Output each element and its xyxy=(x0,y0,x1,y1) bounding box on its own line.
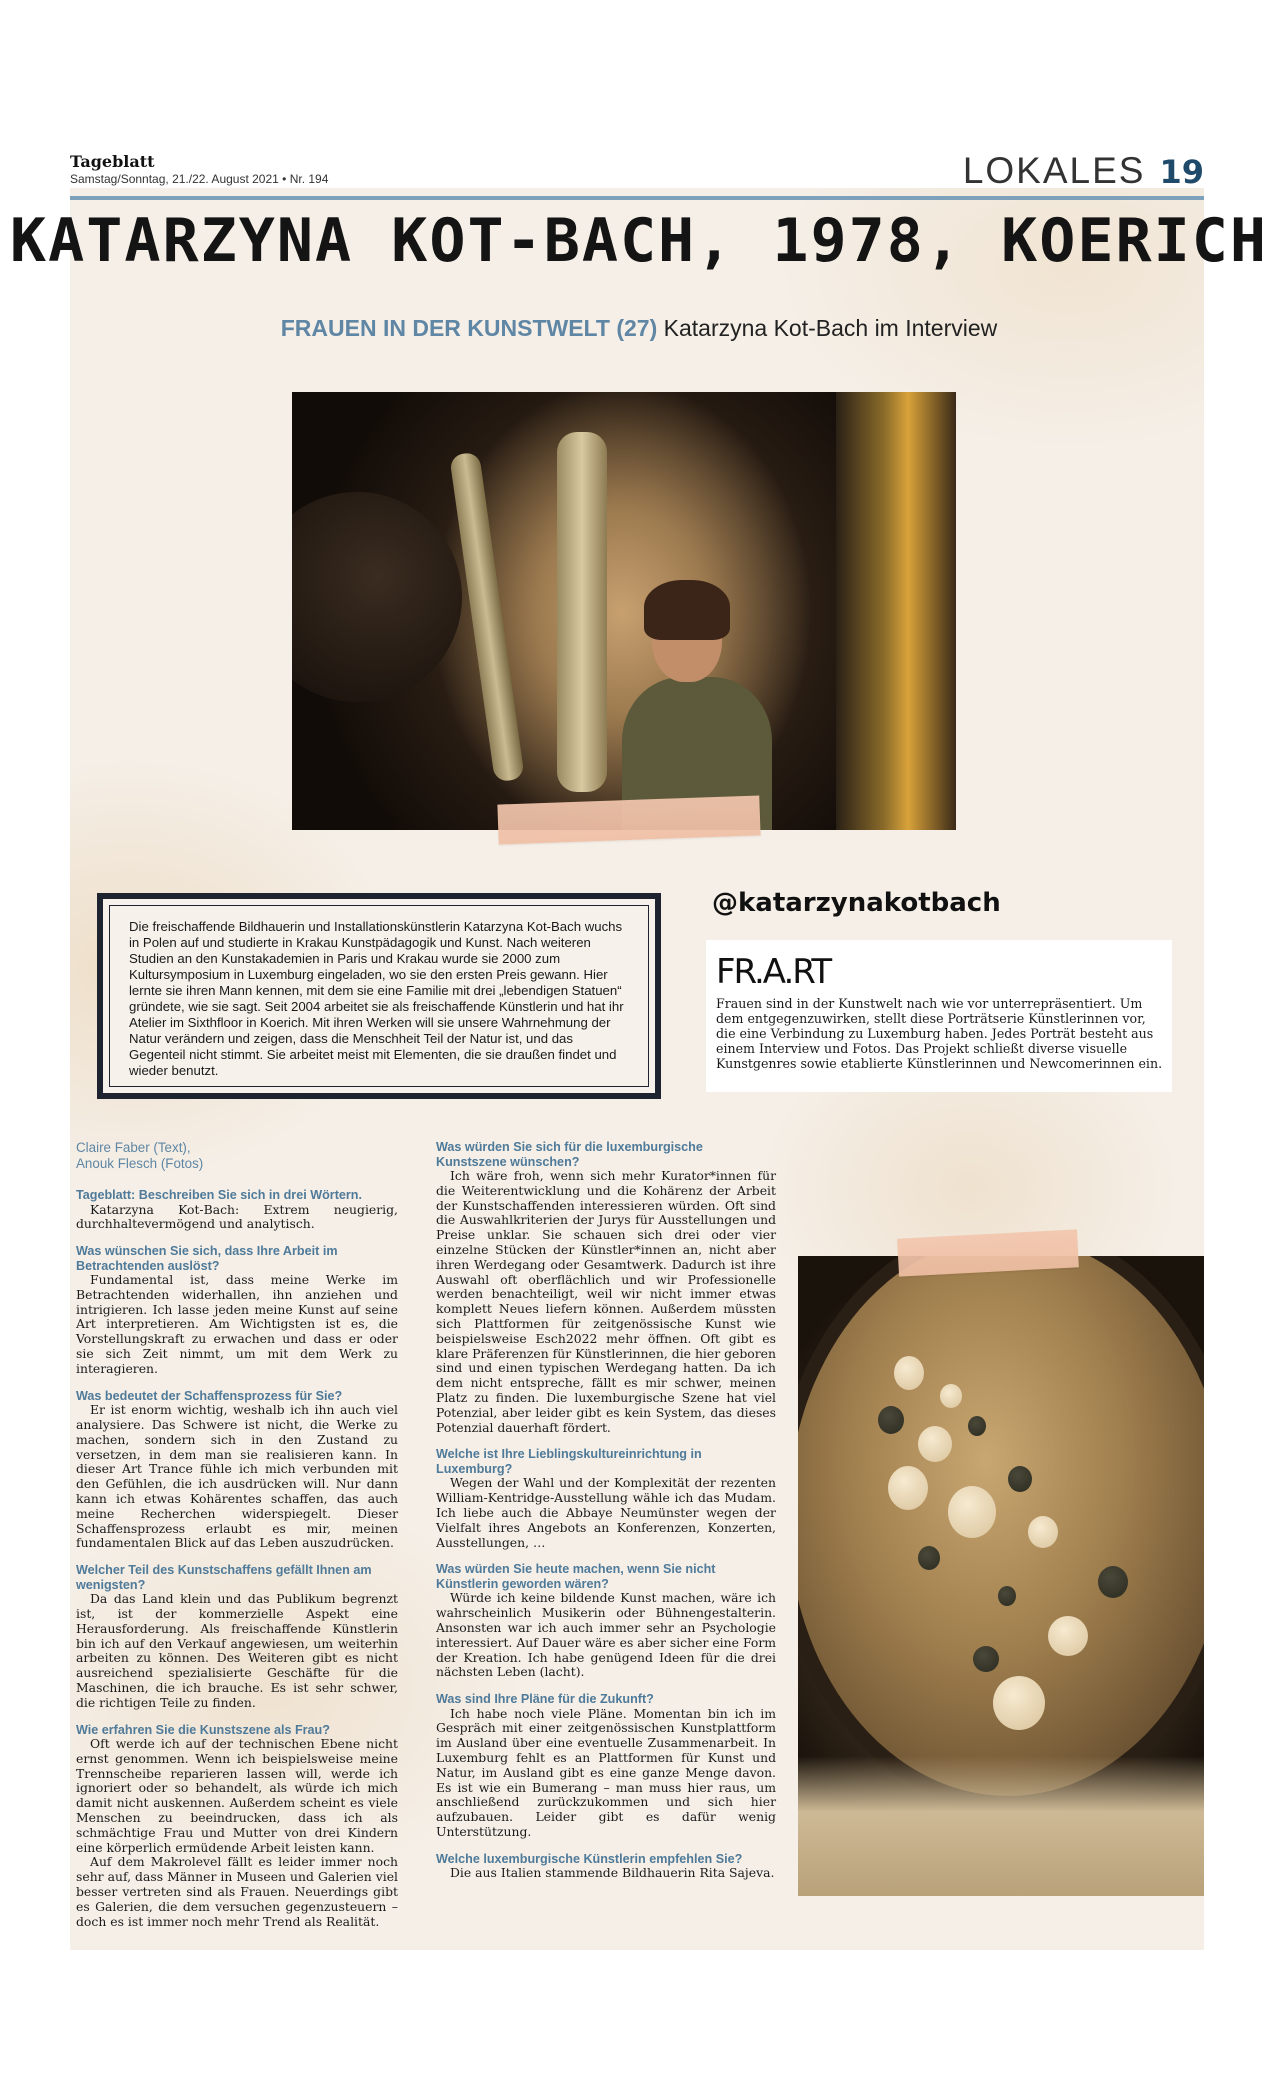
artwork-circle xyxy=(1098,1566,1128,1598)
frart-title: FR.A.RT xyxy=(716,952,831,992)
subhead-text: Katarzyna Kot-Bach im Interview xyxy=(657,315,998,341)
question: Tageblatt: Beschreiben Sie sich in drei Wörtern. xyxy=(76,1188,362,1202)
artwork-circle xyxy=(993,1676,1045,1730)
artwork-circle xyxy=(918,1426,952,1462)
artwork-circle xyxy=(968,1416,986,1436)
issue-date: Samstag/Sonntag, 21./22. August 2021 • Nr. 194 xyxy=(70,172,329,186)
photo-shape xyxy=(644,580,730,640)
photo-shape xyxy=(292,492,462,702)
social-handle: @katarzynakotbach xyxy=(712,888,1001,918)
artwork-detail-photo xyxy=(798,1256,1204,1896)
masthead xyxy=(70,152,328,186)
newspaper-name: Tageblatt xyxy=(70,152,155,171)
answer: Katarzyna Kot-Bach: Extrem neugierig, durchhaltevermögend und analytisch. xyxy=(76,1201,398,1232)
answer: Da das Land klein und das Publikum begrenzt ist, ist der kommerzielle Aspekt eine Herausforderung. Als freischaffende Künstlerin bin ich auf den Verkauf angewiesen, um weiterhin arbeiten zu können. Des Weiteren gibt es nicht ausreichend spezialisierte Geschäfte für die Maschinen, die ich brauche. Es ist sehr schwer, die richtigen Teile zu finden. xyxy=(76,1591,398,1710)
answer: Ich wäre froh, wenn sich mehr Kurator*innen für die Weiterentwicklung und die Kohärenz der Arbeit der Kunstschaffenden interessieren würden. Oft sind die Auswahlkriterien der Jurys für Ausstellungen und Preise unklar. Sie schauen sich drei oder vier einzelne Stücken der Künstler*innen an, nicht aber ihren Werdegang oder Gesamtwerk. Dadurch ist ihre Auswahl oft oberflächlich und wir Professionelle werden benachteiligt, weil wir nicht immer etwas komplett Neues liefern können. Außerdem müssten sich Plattformen für zeitgenössische Kunst wie beispielsweise Esch2022 mehr öffnen. Oft gibt es klare Präferenzen für Künstlerinnen, die hier geboren sind und einen typischen Werdegang hatten. Da ich dem nicht entspreche, fällt es mir schwer, meinen Platz zu finden. Die luxemburgische Szene hat viel Potenzial, aber leider gibt es kein System, das dieses Potenzial dauerhaft fördert. xyxy=(436,1168,776,1435)
question: Was würden Sie heute machen, wenn Sie nicht Künstlerin geworden wären? xyxy=(436,1562,716,1591)
answer: Wegen der Wahl und der Komplexität der rezenten William-Kentridge-Ausstellung wähle ich das Mudam. Ich liebe auch die Abbaye Neumünster wegen der Vielfalt ihres Angebots an Konferenzen, Konzerten, Ausstellungen, … xyxy=(436,1475,776,1550)
question: Wie erfahren Sie die Kunstszene als Frau? xyxy=(76,1722,330,1737)
answer: Oft werde ich auf der technischen Ebene nicht ernst genommen. Wenn ich beispielsweise meine Trennscheibe reparieren lassen will, werde ich ignoriert oder so behandelt, als würde ich mich damit nicht auskennen. Außerdem scheint es viele Menschen zu beeindrucken, dass ich als schmächtige Frau und Mutter von drei Kindern eine körperlich ermüdende Arbeit leisten kann. xyxy=(76,1736,398,1855)
series-kicker: FRAUEN IN DER KUNSTWELT (27) xyxy=(280,315,658,341)
answer: Er ist enorm wichtig, weshalb ich ihn auch viel analysiere. Das Schwere ist nicht, die Werke zu machen, sondern sich in den Zustand zu versetzen, in dem man sie realisieren kann. In dieser Art Trance fühle ich mich verbunden mit den Gefühlen, die ich ausdrücken will. Nur dann kann ich etwas Kohärentes schaffen, das auch meine Recherchen widerspiegelt. Dieser Schaffensprozess erlaubt es mir, meinen fundamentalen Blick auf das Leben auszudrücken. xyxy=(76,1402,398,1551)
question: Welche ist Ihre Lieblingskultureinrichtung in Luxemburg? xyxy=(436,1447,702,1476)
artwork-circle xyxy=(998,1586,1016,1606)
question: Was würden Sie sich für die luxemburgische Kunstszene wünschen? xyxy=(436,1140,703,1169)
photo-shape xyxy=(557,432,607,792)
question: Was sind Ihre Pläne für die Zukunft? xyxy=(436,1692,654,1707)
photo-shape xyxy=(836,392,956,830)
photo-shape xyxy=(798,1756,1204,1896)
credit-photo: Anouk Flesch (Fotos) xyxy=(76,1156,204,1171)
artist-portrait-photo xyxy=(292,392,956,830)
artwork-circle xyxy=(1008,1466,1032,1492)
frart-text: Frauen sind in der Kunstwelt nach wie vor unterrepräsentiert. Um dem entgegenzuwirken, stellt diese Porträtserie Künstlerinnen vor, die eine Verbindung zu Luxemburg haben. Jedes Porträt besteht aus einem Interview und Fotos. Das Projekt schließt diverse visuelle Kunstgenres sowie etablierte Künstlerinnen und Newcomerinnen ein. xyxy=(716,996,1163,1071)
answer: Fundamental ist, dass meine Werke im Betrachtenden widerhallen, ihn anziehen und intrigieren. Ich lasse jeden meine Kunst auf seine Art interpretieren. Am Wichtigsten ist es, die Vorstellungskraft zu erwachen und dass er oder sie sich Zeit nimmt, um mit dem Werk zu interagieren. xyxy=(76,1272,398,1376)
interview-column-2 xyxy=(436,1140,776,1881)
artwork-circle xyxy=(918,1546,940,1570)
frart-info-box xyxy=(706,940,1172,1092)
subhead xyxy=(0,315,1278,342)
answer: Ich habe noch viele Pläne. Momentan bin ich im Gespräch mit einer zeitgenössischen Kunstplattform im Ausland über eine eventuelle Zusammenarbeit. In Luxemburg fehlt es an Plattformen für Kunst und Natur, im Ausland gibt es eine ganze Menge davon. Es ist wie ein Bumerang – man muss hier raus, um anschließend zurückzukommen und sich hier aufzubauen. Leider gibt es dafür wenig Unterstützung. xyxy=(436,1705,776,1839)
question: Welcher Teil des Kunstschaffens gefällt Ihnen am wenigsten? xyxy=(76,1563,372,1592)
answer: Würde ich keine bildende Kunst machen, wäre ich wahrscheinlich Musikerin oder Bühnengestalterin. Ansonsten war ich auch immer sehr an Psychologie interessiert. Auf Dauer wäre es aber sicher eine Form der Kreation. Ich habe genügend Ideen für die drei nächsten Leben (lacht). xyxy=(436,1590,776,1680)
page-number: 19 xyxy=(1159,153,1204,191)
answer: Die aus Italien stammende Bildhauerin Rita Sajeva. xyxy=(450,1865,775,1881)
section-name: LOKALES xyxy=(962,150,1146,191)
artwork-circle xyxy=(878,1406,904,1434)
artwork-circle xyxy=(1028,1516,1058,1548)
headline: KATARZYNA KOT-BACH, 1978, KOERICH xyxy=(9,206,1269,276)
credits xyxy=(76,1140,398,1172)
answer: Auf dem Makrolevel fällt es leider immer noch sehr auf, dass Männer in Museen und Galerien viel besser vertreten sind als Frauen. Neuerdings gibt es Galerien, die dem versuchen gegenzusteuern – doch es ist immer noch mehr Trend als Realität. xyxy=(76,1854,398,1929)
artwork-circle xyxy=(973,1646,999,1672)
artwork-circle xyxy=(888,1466,928,1510)
header-rule xyxy=(70,196,1204,200)
question: Was wünschen Sie sich, dass Ihre Arbeit im Betrachtenden auslöst? xyxy=(76,1244,338,1273)
intro-text: Die freischaffende Bildhauerin und Installationskünstlerin Katarzyna Kot-Bach wuchs in Polen auf und studierte in Krakau Kunstpädagogik und Kunst. Nach weiteren Studien an den Kunstakademien in Paris und Krakau wurde sie 2000 zum Kultursymposium in Luxemburg eingeladen, wo sie den ersten Preis gewann. Hier lernte sie ihren Mann kennen, mit dem sie eine Familie mit drei „lebendigen Statuen“ gründete, wie sie sagt. Seit 2004 arbeitet sie als freischaffende Künstlerin und hat ihr Atelier im Sixthfloor in Koerich. Mit ihren Werken will sie unsere Wahrnehmung der Natur verändern und zeigen, dass die Menschheit Teil der Natur ist, und das Gegenteil nicht stimmt. Sie arbeitet meist mit Elementen, die sie draußen findet und wieder benutzt. xyxy=(129,919,624,1078)
artwork-circle xyxy=(940,1384,962,1408)
artwork-circle xyxy=(894,1356,924,1390)
photo-shape xyxy=(449,452,525,783)
section-header xyxy=(963,150,1204,192)
interview-column-1 xyxy=(76,1140,398,1929)
question: Was bedeutet der Schaffensprozess für Sie? xyxy=(76,1388,343,1403)
intro-box xyxy=(97,893,661,1099)
artwork-circle xyxy=(948,1486,996,1538)
question: Welche luxemburgische Künstlerin empfehlen Sie? xyxy=(436,1851,743,1866)
credit-text: Claire Faber (Text), xyxy=(76,1140,191,1155)
artwork-circle xyxy=(1048,1616,1088,1656)
